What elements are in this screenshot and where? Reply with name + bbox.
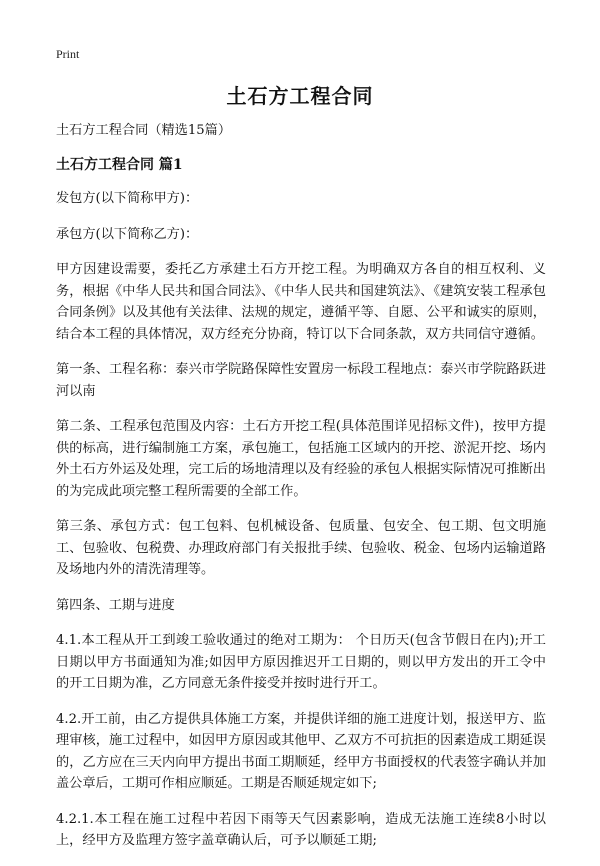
document-body — [56, 120, 546, 866]
party-b-line: 承包方(以下简称乙方)： — [56, 226, 199, 242]
clause-4-2-paragraph: 4.2.开工前，由乙方提供具体施工方案，并提供详细的施工进度计划，报送甲方、监理审核，施工过程中，如因甲方原因或其他甲、乙双方不可抗拒的因素造成工期延误的，乙方应在三天内向甲方提出书面工期顺延，经甲方书面授权的代表签字确认并加盖公章后，工期可作相应顺延。工期是否顺延规定如下; — [56, 711, 546, 791]
article-3-paragraph: 第三条、承包方式：包工包料、包机械设备、包质量、包安全、包工期、包文明施工、包验收、包税费、办理政府部门有关报批手续、包验收、税金、包场内运输道路及场地内外的清洗清理等。 — [56, 519, 546, 577]
article-1-paragraph: 第一条、工程名称：泰兴市学院路保障性安置房一标段工程地点：泰兴市学院路跃进河以南 — [56, 362, 546, 399]
document-subtitle: 土石方工程合同（精选15篇） — [56, 123, 232, 138]
article-2-paragraph: 第二条、工程承包范围及内容：土石方开挖工程(具体范围详见招标文件)，按甲方提供的标高，进行编制施工方案，承包施工，包括施工区域内的开挖、淤泥开挖、场内外土石方外运及处理，完工后的场地清理以及有经验的承包人根据实际情况可推断出的为完成此项完整工程所需要的全部工作。 — [56, 419, 546, 499]
preamble-paragraph: 甲方因建设需要，委托乙方承建土石方开挖工程。为明确双方各自的相互权利、义务，根据《中华人民共和国合同法》、《中华人民共和国建筑法》、《建筑安装工程承包合同条例》以及其他有关法律、法规的规定，遵循平等、自愿、公平和诚实的原则，结合本工程的具体情况，双方经充分协商，特订以下合同条款，双方共同信守遵循。 — [56, 262, 546, 342]
print-label: Print — [56, 47, 80, 61]
page-title: 土石方工程合同 — [226, 84, 374, 108]
party-a-line: 发包方(以下简称甲方)： — [56, 191, 199, 206]
clause-4-1-paragraph: 4.1.本工程从开工到竣工验收通过的绝对工期为： 个日历天(包含节假日在内);开工日期以甲方书面通知为准;如因甲方原因推迟开工日期的，则以甲方发出的开工令中的开工日期为准，乙方同意无条件接受并按时进行开工。 — [56, 633, 546, 691]
clause-4-2-1-paragraph: 4.2.1.本工程在施工过程中若因下雨等天气因素影响，造成无法施工连续8小时以上，经甲方及监理方签字盖章确认后，可予以顺延工期; — [56, 811, 546, 848]
section-heading: 土石方工程合同 篇1 — [56, 156, 183, 173]
article-4-heading: 第四条、工期与进度 — [56, 597, 175, 613]
